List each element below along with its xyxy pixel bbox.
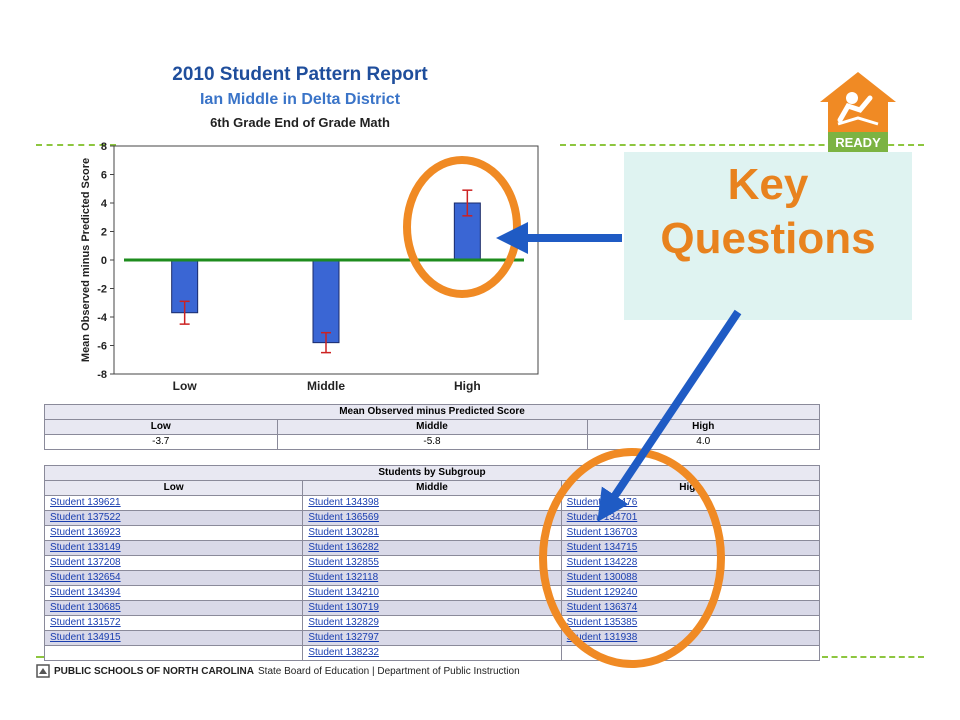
student-link[interactable]: Student 130685 — [50, 602, 121, 613]
x-tick-label: High — [453, 379, 481, 393]
student-link[interactable]: Student 137522 — [50, 512, 121, 523]
student-link[interactable]: Student 134715 — [566, 542, 638, 553]
students-table-header: Middle — [303, 481, 561, 496]
state-seal-icon — [36, 664, 50, 678]
student-link[interactable]: Student 131938 — [566, 632, 638, 643]
students-table-header: High — [561, 481, 819, 496]
student-link[interactable]: Student 136374 — [566, 602, 638, 613]
y-axis-label: Mean Observed minus Predicted Score — [80, 157, 92, 363]
y-tick-label: 4 — [100, 198, 107, 210]
ready-logo-label: READY — [835, 135, 881, 150]
student-link[interactable]: Student 132829 — [308, 617, 379, 628]
student-link[interactable]: Student 132118 — [308, 572, 379, 583]
y-tick-label: -6 — [97, 340, 107, 353]
student-link[interactable]: Student 134701 — [566, 512, 638, 523]
student-link[interactable]: Student 134228 — [566, 557, 638, 568]
y-tick-label: 8 — [100, 141, 107, 153]
student-link[interactable]: Student 138232 — [308, 647, 379, 658]
mean-table-cell: -5.8 — [277, 435, 587, 450]
footer — [36, 664, 520, 678]
student-link[interactable]: Student 132797 — [308, 632, 379, 643]
report-subtitle2: 6th Grade End of Grade Math — [210, 115, 390, 130]
student-link[interactable]: Student 131572 — [50, 617, 121, 628]
student-link[interactable]: Student 133149 — [50, 542, 121, 553]
y-tick-label: -4 — [97, 312, 107, 324]
student-link[interactable]: Student 136569 — [308, 512, 379, 523]
footer-org: PUBLIC SCHOOLS OF NORTH CAROLINA — [54, 665, 254, 677]
callout-line1: Key — [727, 160, 809, 209]
student-link[interactable]: Student 134398 — [308, 497, 379, 508]
arrow-to-high-students — [604, 312, 738, 512]
student-link[interactable]: Student 136282 — [308, 542, 379, 553]
student-link[interactable]: Student 135385 — [566, 617, 638, 628]
y-tick-label: 0 — [100, 255, 107, 267]
student-link[interactable]: Student 134476 — [566, 497, 638, 508]
students-table-title: Students by Subgroup — [45, 466, 820, 481]
student-link[interactable]: Student 134394 — [50, 587, 121, 598]
student-link[interactable]: Student 134915 — [50, 632, 121, 643]
y-tick-label: -8 — [97, 369, 107, 381]
footer-rest: State Board of Education | Department of Public Instruction — [258, 665, 520, 677]
mean-table-title: Mean Observed minus Predicted Score — [45, 405, 820, 420]
highlight-circle-high-bar — [407, 160, 517, 294]
student-link[interactable]: Student 130281 — [308, 527, 379, 538]
mean-table-cell: 4.0 — [587, 435, 820, 450]
mean-table-header: Low — [45, 420, 278, 435]
report-subtitle: Ian Middle in Delta District — [199, 91, 401, 108]
student-link[interactable]: Student 136703 — [566, 527, 638, 538]
students-table-header: Low — [45, 481, 303, 496]
y-tick-label: 2 — [100, 226, 107, 239]
mean-table-header: Middle — [277, 420, 587, 435]
y-tick-label: -2 — [97, 283, 107, 296]
student-link[interactable]: Student 132855 — [308, 557, 379, 568]
mean-table-cell: -3.7 — [45, 435, 278, 450]
student-link[interactable]: Student 130088 — [566, 572, 638, 583]
callout-line2: Questions — [660, 214, 876, 263]
student-link[interactable]: Student 136923 — [50, 527, 121, 538]
x-tick-label: Low — [172, 379, 197, 393]
student-link[interactable]: Student 129240 — [566, 587, 638, 598]
student-link[interactable]: Student 130719 — [308, 602, 379, 613]
student-link[interactable]: Student 137208 — [50, 557, 121, 568]
student-link[interactable]: Student 139621 — [50, 497, 121, 508]
report-title: 2010 Student Pattern Report — [172, 64, 428, 85]
student-link[interactable]: Student 132654 — [50, 572, 121, 583]
student-link[interactable]: Student 134210 — [308, 587, 379, 598]
mean-table-header: High — [587, 420, 820, 435]
x-tick-label: Middle — [307, 379, 345, 393]
highlight-circle-high-students — [543, 452, 721, 664]
y-tick-label: 6 — [100, 169, 107, 182]
